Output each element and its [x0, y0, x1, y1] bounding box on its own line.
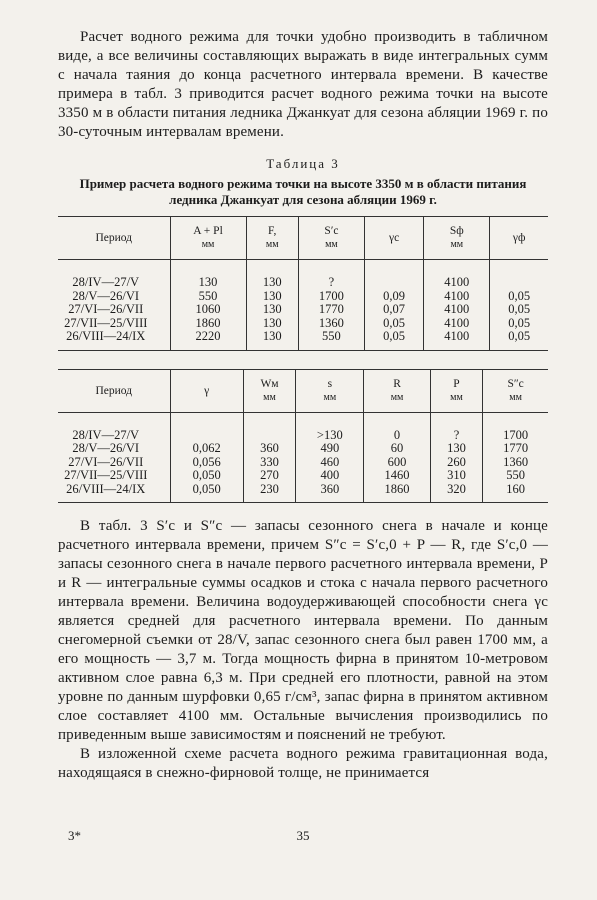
column-header — [424, 217, 490, 260]
intro-paragraph: Расчет водного режима для точки удобно производить в табличном виде, а все величины составляющих выражать в виде интегральных сумм с начала таяния до конца расчетного интервала времени. В качестве примера в табл. 3 приводится расчет водного режима точки на высоте 3350 м в области питания ледника Джанкуат для сезона абляции 1969 г. по 30-суточным интервалам времени. — [58, 29, 548, 140]
period-cell: 28/V—26/VI — [72, 288, 140, 303]
column-header-label: Sф — [449, 225, 464, 237]
column-header — [364, 217, 423, 260]
value-cell — [490, 260, 548, 290]
table-row — [58, 442, 548, 456]
value-cell: 4100 — [424, 317, 490, 331]
table-label: Таблица 3 — [266, 156, 340, 171]
table-row — [58, 456, 548, 470]
value-cell: 0,050 — [170, 483, 243, 503]
value-cell: 4100 — [424, 330, 490, 350]
water-regime-table-part2 — [58, 369, 548, 504]
page-content — [58, 28, 548, 783]
value-cell: 1770 — [483, 442, 548, 456]
column-header-label: s — [327, 377, 333, 390]
value-cell: 460 — [296, 456, 364, 470]
table-header-row — [58, 369, 548, 412]
value-cell: 550 — [170, 290, 246, 304]
value-cell: 230 — [243, 483, 296, 503]
table-row — [58, 317, 548, 331]
value-cell: 260 — [430, 456, 483, 470]
table-row — [58, 290, 548, 304]
column-header — [483, 369, 548, 412]
period-cell: 26/VIII—24/IX — [66, 481, 146, 496]
column-header-label: γ — [204, 384, 210, 397]
column-header-label: Период — [95, 384, 133, 397]
column-header-unit: мм — [201, 239, 215, 250]
value-cell: 360 — [296, 483, 364, 503]
value-cell: 360 — [243, 442, 296, 456]
table-row — [58, 330, 548, 350]
column-header-unit: мм — [265, 239, 279, 250]
column-header-unit: мм — [263, 391, 276, 403]
column-header — [430, 369, 483, 412]
value-cell: 1860 — [170, 317, 246, 331]
column-header-unit: мм — [323, 391, 337, 403]
table-row — [58, 412, 548, 442]
value-cell: 1770 — [298, 303, 364, 317]
value-cell: 130 — [246, 330, 298, 350]
value-cell: 2220 — [170, 330, 246, 350]
table-row — [58, 303, 548, 317]
column-header-label: P — [453, 377, 460, 390]
value-cell: 0,09 — [364, 290, 423, 304]
value-cell: 60 — [364, 442, 430, 456]
value-cell: 0,050 — [170, 469, 243, 483]
value-cell: 400 — [296, 469, 364, 483]
value-cell: >130 — [296, 412, 364, 442]
period-cell: 28/IV—27/V — [72, 427, 140, 442]
value-cell: 320 — [430, 483, 483, 503]
value-cell: 0,05 — [490, 330, 548, 350]
value-cell: 130 — [170, 260, 246, 290]
value-cell: 490 — [296, 442, 364, 456]
value-cell: 0 — [364, 412, 430, 442]
value-cell: 1060 — [170, 303, 246, 317]
value-cell — [364, 260, 423, 290]
value-cell: 1700 — [483, 412, 548, 442]
column-header-unit: мм — [509, 391, 522, 403]
value-cell: 160 — [483, 483, 548, 503]
value-cell: 0,05 — [490, 303, 548, 317]
column-header — [296, 369, 364, 412]
closing-paragraph: В изложенной схеме расчета водного режима гравитационная вода, находящаяся в снежно-фирновой толще, не принимается — [58, 746, 548, 781]
signature-mark: 3* — [68, 828, 81, 843]
column-header — [298, 217, 364, 260]
value-cell: 1860 — [364, 483, 430, 503]
value-cell: 0,056 — [170, 456, 243, 470]
value-cell — [243, 412, 296, 442]
value-cell: 130 — [246, 317, 298, 331]
period-cell: 28/V—26/VI — [72, 441, 140, 455]
water-regime-table-part1 — [58, 216, 548, 351]
table-header-row — [58, 217, 548, 260]
value-cell: 550 — [298, 330, 364, 350]
value-cell: ? — [430, 412, 483, 442]
value-cell: 1460 — [364, 469, 430, 483]
value-cell: 0,05 — [364, 330, 423, 350]
column-header-label: A + Pl — [193, 225, 223, 237]
value-cell: 130 — [246, 303, 298, 317]
column-header-label: Wм — [260, 377, 279, 390]
column-header-unit: мм — [450, 239, 464, 250]
value-cell: 1700 — [298, 290, 364, 304]
period-cell: 26/VIII—24/IX — [66, 329, 146, 343]
value-cell: 130 — [246, 260, 298, 290]
column-header-unit: мм — [450, 391, 463, 403]
value-cell: 310 — [430, 469, 483, 483]
value-cell: 0,05 — [364, 317, 423, 331]
column-header-label: γф — [512, 232, 526, 244]
column-header-label: S′c — [324, 225, 339, 237]
column-header — [170, 369, 243, 412]
column-header-unit: мм — [390, 391, 404, 403]
page-number: 35 — [296, 828, 310, 843]
column-header-label: Период — [95, 232, 133, 244]
value-cell: 4100 — [424, 260, 490, 290]
value-cell: 0,07 — [364, 303, 423, 317]
period-cell: 28/IV—27/V — [72, 275, 140, 289]
value-cell: 4100 — [424, 303, 490, 317]
column-header — [58, 217, 170, 260]
value-cell: 130 — [246, 290, 298, 304]
column-header-label: γc — [389, 232, 400, 244]
value-cell — [170, 412, 243, 442]
column-header — [246, 217, 298, 260]
column-header-unit: мм — [325, 239, 338, 250]
column-header — [490, 217, 548, 260]
period-cell: 27/VI—26/VII — [68, 302, 144, 316]
value-cell: 550 — [483, 469, 548, 483]
period-cell: 27/VII—25/VIII — [64, 315, 148, 330]
value-cell: 0,062 — [170, 442, 243, 456]
value-cell: 600 — [364, 456, 430, 470]
value-cell: 0,05 — [490, 290, 548, 304]
column-header — [364, 369, 430, 412]
column-header-label: R — [393, 377, 401, 390]
explanation-paragraph: В табл. 3 S′c и S″c — запасы сезонного снега в начале и конце расчетного интервала времени, причем S″c = S′c,0 + P — R, где S′c,0 — запасы сезонного снега в начале первого расчетного интервала времени, P и R — интегральные суммы осадков и стока с начала первого расчетного интервала времени. Величина водоудерживающей способности снега γc является средней для расчетного интервала времени. По данным снегомерной съемки от 28/V, запас сезонного снега был равен 1700 мм, а его мощность — 3,7 м. Тогда мощность фирна в принятом 10-метровом активном слое равна 6,3 м. При средней его плотности, равной на этом уровне по данным шурфовки 0,65 г/см³, запас фирна в принятом активном слое составляет 4100 мм. Остальные вычисления производились по приведенным выше зависимостям и пояснений не требуют. — [58, 518, 548, 743]
value-cell: 1360 — [298, 317, 364, 331]
column-header — [58, 369, 170, 412]
value-cell: 130 — [430, 442, 483, 456]
value-cell: 4100 — [424, 290, 490, 304]
value-cell: 0,05 — [490, 317, 548, 331]
table-row — [58, 260, 548, 290]
value-cell: 1360 — [483, 456, 548, 470]
period-cell: 27/VII—25/VIII — [64, 468, 148, 482]
value-cell: 330 — [243, 456, 296, 470]
column-header-label: F, — [268, 225, 277, 237]
column-header — [170, 217, 246, 260]
period-cell: 27/VI—26/VII — [68, 454, 144, 469]
value-cell: 270 — [243, 469, 296, 483]
value-cell: ? — [298, 260, 364, 290]
table-row — [58, 483, 548, 503]
table-caption: Пример расчета водного режима точки на высоте 3350 м в области питания ледника Джанкуат для сезона абляции 1969 г. — [79, 176, 527, 207]
column-header — [243, 369, 296, 412]
table-row — [58, 469, 548, 483]
column-header-label: S″c — [507, 377, 524, 390]
